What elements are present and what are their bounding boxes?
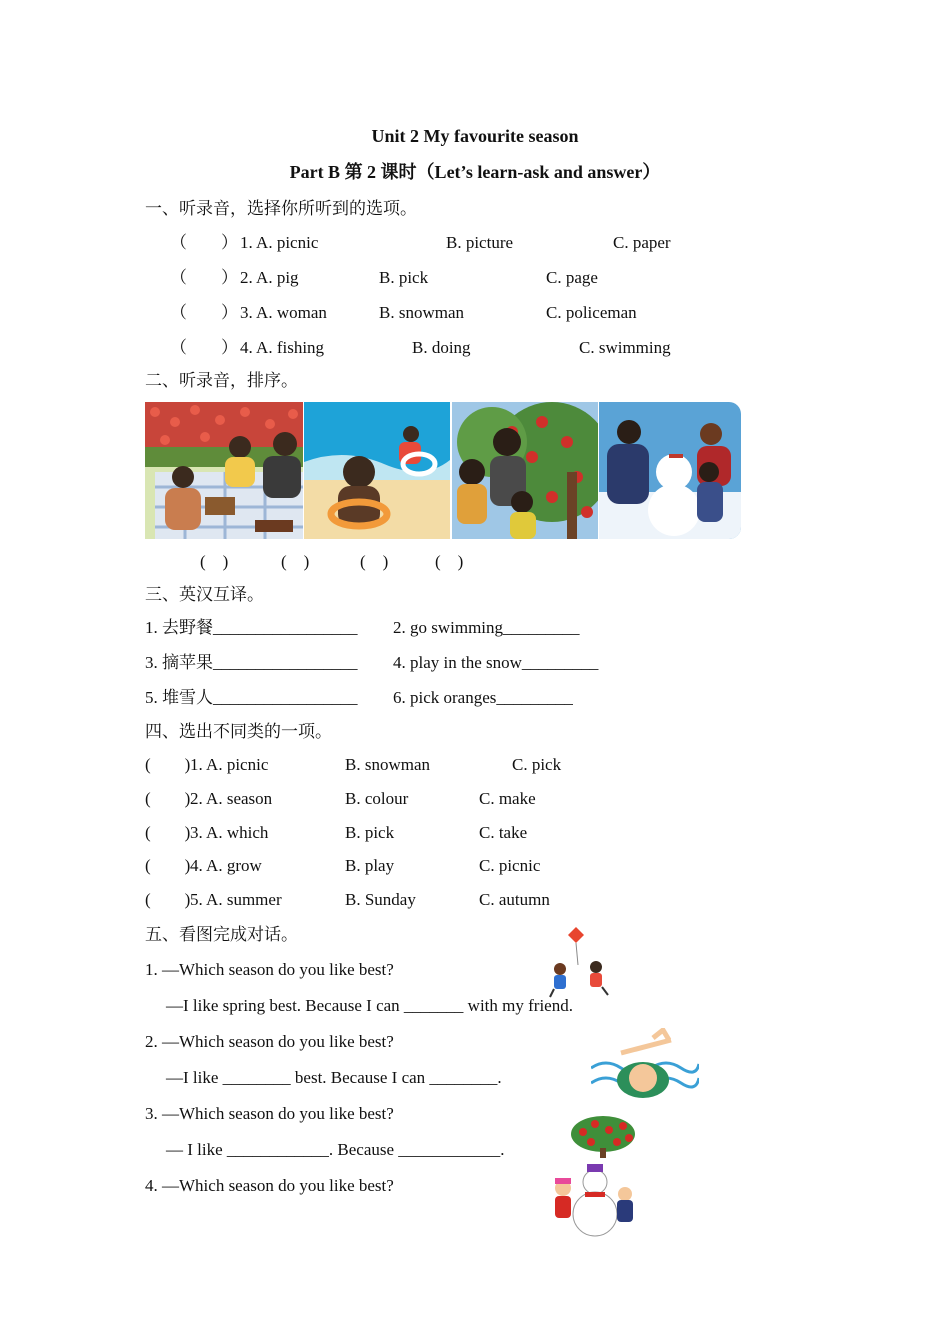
section2-heading: 二、听录音，排序。 — [145, 371, 298, 390]
option-a: 3. A. which — [190, 823, 269, 842]
option-a: 2. A. season — [190, 789, 273, 808]
option-b: B. play — [345, 856, 395, 875]
section4-heading: 四、选出不同类的一项。 — [145, 722, 332, 741]
section5-heading: 五、看图完成对话。 — [145, 925, 298, 944]
option-b: B. pick — [379, 268, 429, 287]
section1-heading: 一、听录音，选择你所听到的选项。 — [145, 199, 417, 218]
answer-blank[interactable]: ( ) — [145, 890, 191, 909]
translation-item[interactable]: 4. play in the snow_________ — [393, 653, 599, 672]
translation-item[interactable]: 2. go swimming_________ — [393, 618, 580, 637]
picnic-scene-image — [145, 402, 303, 539]
worksheet-title: Unit 2 My favourite season — [371, 126, 579, 146]
answer-blank[interactable]: ( ) — [145, 856, 191, 875]
option-c: C. make — [479, 789, 536, 808]
translation-item[interactable]: 3. 摘苹果_________________ — [145, 653, 358, 672]
option-b: B. pick — [345, 823, 395, 842]
option-c: C. policeman — [546, 303, 637, 322]
option-c: C. take — [479, 823, 528, 842]
option-c: C. swimming — [579, 338, 671, 357]
option-c: C. picnic — [479, 856, 541, 875]
snowman-children-image — [549, 1158, 637, 1240]
order-blank[interactable]: ( ) — [435, 552, 464, 571]
dialog-question: 4. —Which season do you like best? — [145, 1176, 394, 1195]
swimming-child-image — [591, 1028, 699, 1108]
option-a: 2. A. pig — [240, 268, 299, 287]
answer-blank[interactable]: ( ) — [145, 823, 191, 842]
answer-blank[interactable]: （ ） — [170, 268, 238, 287]
option-b: B. colour — [345, 789, 409, 808]
beach-swimming-scene-image — [304, 402, 450, 539]
option-b: B. snowman — [379, 303, 464, 322]
apple-picking-scene-image — [452, 402, 598, 539]
answer-blank[interactable]: （ ） — [170, 338, 238, 357]
order-blank[interactable]: ( ) — [360, 552, 389, 571]
dialog-question: 2. —Which season do you like best? — [145, 1032, 394, 1051]
answer-blank[interactable]: ( ) — [145, 755, 191, 774]
translation-item[interactable]: 5. 堆雪人_________________ — [145, 688, 358, 707]
kite-children-image — [548, 925, 614, 1000]
option-c: C. paper — [613, 233, 671, 252]
order-blank[interactable]: ( ) — [200, 552, 229, 571]
option-a: 1. A. picnic — [240, 233, 319, 252]
answer-blank[interactable]: （ ） — [170, 303, 238, 322]
dialog-question: 1. —Which season do you like best? — [145, 960, 394, 979]
translation-item[interactable]: 6. pick oranges_________ — [393, 688, 573, 707]
option-c: C. pick — [512, 755, 562, 774]
option-a: 3. A. woman — [240, 303, 327, 322]
option-b: B. snowman — [345, 755, 430, 774]
option-c: C. autumn — [479, 890, 550, 909]
dialog-answer[interactable]: — I like ____________. Because ____________. — [166, 1140, 505, 1159]
order-blank[interactable]: ( ) — [281, 552, 310, 571]
apple-tree-image — [569, 1114, 637, 1158]
translation-item[interactable]: 1. 去野餐_________________ — [145, 618, 358, 637]
dialog-question: 3. —Which season do you like best? — [145, 1104, 394, 1123]
option-a: 5. A. summer — [190, 890, 282, 909]
dialog-answer[interactable]: —I like ________ best. Because I can ________. — [166, 1068, 502, 1087]
option-b: B. Sunday — [345, 890, 416, 909]
section3-heading: 三、英汉互译。 — [145, 585, 264, 604]
answer-blank[interactable]: ( ) — [145, 789, 191, 808]
option-a: 4. A. fishing — [240, 338, 325, 357]
option-b: B. picture — [446, 233, 514, 252]
option-c: C. page — [546, 268, 598, 287]
snowman-scene-image — [599, 402, 741, 539]
answer-blank[interactable]: （ ） — [170, 233, 238, 252]
option-a: 4. A. grow — [190, 856, 262, 875]
dialog-answer[interactable]: —I like spring best. Because I can _______ with my friend. — [166, 996, 573, 1015]
option-a: 1. A. picnic — [190, 755, 269, 774]
worksheet-subtitle: Part B 第 2 课时（Let’s learn-ask and answer） — [289, 162, 661, 182]
option-b: B. doing — [412, 338, 471, 357]
